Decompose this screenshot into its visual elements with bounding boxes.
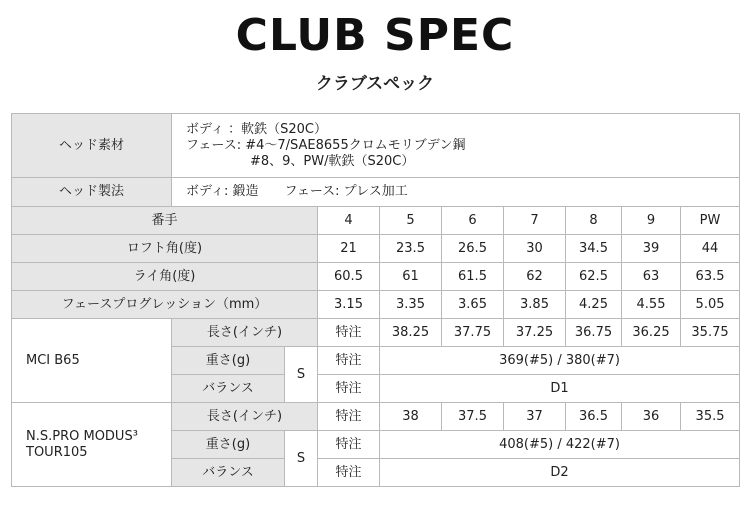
spec-cell: 38 — [380, 403, 442, 431]
spec-cell: 3.15 — [318, 291, 380, 319]
head-method-label: ヘッド製法 — [12, 178, 172, 207]
shaft-2-name-line1: N.S.PRO MODUS³ — [26, 428, 138, 444]
spec-cell: 36 — [622, 403, 681, 431]
spec-cell: 特注 — [318, 459, 380, 487]
spec-cell: 62.5 — [566, 263, 622, 291]
spec-cell: 4.55 — [622, 291, 681, 319]
spec-cell: 4.25 — [566, 291, 622, 319]
shaft-2-balance-label: バランス — [172, 459, 285, 487]
shaft-2-length-label: 長さ(インチ) — [172, 403, 318, 431]
spec-cell: 36.5 — [566, 403, 622, 431]
spec-cell: 34.5 — [566, 235, 622, 263]
head-method-row — [12, 178, 740, 207]
spec-row-label: フェースプログレッション（mm） — [12, 291, 318, 319]
spec-cell: 21 — [318, 235, 380, 263]
head-material-row — [12, 114, 740, 178]
spec-cell: 63 — [622, 263, 681, 291]
spec-cell: 3.35 — [380, 291, 442, 319]
spec-cell: 5.05 — [681, 291, 740, 319]
spec-cell: 6 — [442, 207, 504, 235]
shaft-2-flex: S — [285, 431, 318, 487]
spec-cell: 特注 — [318, 347, 380, 375]
spec-cell: 38.25 — [380, 319, 442, 347]
spec-cell: 44 — [681, 235, 740, 263]
shaft-1-name: MCI B65 — [12, 319, 172, 403]
head-material-label: ヘッド素材 — [12, 114, 172, 178]
shaft-2-name-line2: TOUR105 — [26, 444, 88, 460]
spec-cell: PW — [681, 207, 740, 235]
spec-row-label: ライ角(度) — [12, 263, 318, 291]
spec-cell: 3.65 — [442, 291, 504, 319]
spec-cell: 5 — [380, 207, 442, 235]
spec-cell: 37.25 — [504, 319, 566, 347]
head-material-line: フェース: #4〜7/SAE8655クロムモリブデン鋼 — [186, 137, 466, 153]
spec-row-number — [12, 207, 740, 235]
shaft-1-weight-label: 重さ(g) — [172, 347, 285, 375]
shaft-1-balance-label: バランス — [172, 375, 285, 403]
head-material-value — [172, 114, 740, 178]
shaft-2-length-row — [12, 403, 740, 431]
spec-cell: 特注 — [318, 431, 380, 459]
spec-cell: 特注 — [318, 375, 380, 403]
head-method-value: ボディ: 鍛造 フェース: プレス加工 — [172, 178, 740, 207]
spec-cell: 36.75 — [566, 319, 622, 347]
spec-cell: 8 — [566, 207, 622, 235]
spec-cell: 61.5 — [442, 263, 504, 291]
head-material-line: #8、9、PW/軟鉄（S20C） — [250, 153, 415, 169]
spec-row-lie — [12, 263, 740, 291]
spec-cell: 特注 — [318, 319, 380, 347]
spec-cell: 37 — [504, 403, 566, 431]
shaft-1-weight-value: 369(#5) / 380(#7) — [380, 347, 740, 375]
spec-cell: 30 — [504, 235, 566, 263]
spec-cell: 35.5 — [681, 403, 740, 431]
spec-cell: 26.5 — [442, 235, 504, 263]
shaft-2-weight-label: 重さ(g) — [172, 431, 285, 459]
spec-cell: 7 — [504, 207, 566, 235]
spec-cell: 9 — [622, 207, 681, 235]
shaft-2-weight-value: 408(#5) / 422(#7) — [380, 431, 740, 459]
shaft-1-length-row — [12, 319, 740, 347]
spec-row-label: 番手 — [12, 207, 318, 235]
spec-cell: 37.75 — [442, 319, 504, 347]
spec-cell: 35.75 — [681, 319, 740, 347]
page-subtitle: クラブスペック — [315, 74, 435, 94]
spec-cell: 23.5 — [380, 235, 442, 263]
shaft-2-balance-value: D2 — [380, 459, 740, 487]
spec-row-face-progression — [12, 291, 740, 319]
shaft-1-balance-value: D1 — [380, 375, 740, 403]
spec-cell: 60.5 — [318, 263, 380, 291]
spec-row-label: ロフト角(度) — [12, 235, 318, 263]
spec-cell: 63.5 — [681, 263, 740, 291]
spec-cell: 3.85 — [504, 291, 566, 319]
club-spec-table — [11, 113, 740, 487]
spec-cell: 37.5 — [442, 403, 504, 431]
spec-cell: 39 — [622, 235, 681, 263]
spec-row-loft — [12, 235, 740, 263]
spec-cell: 61 — [380, 263, 442, 291]
spec-cell: 62 — [504, 263, 566, 291]
spec-cell: 36.25 — [622, 319, 681, 347]
shaft-1-flex: S — [285, 347, 318, 403]
head-material-line: ボディ ：軟鉄（S20C） — [186, 121, 327, 137]
spec-cell: 4 — [318, 207, 380, 235]
spec-cell: 特注 — [318, 403, 380, 431]
shaft-2-name — [12, 403, 172, 487]
page-title: CLUB SPEC — [235, 10, 515, 61]
shaft-1-length-label: 長さ(インチ) — [172, 319, 318, 347]
